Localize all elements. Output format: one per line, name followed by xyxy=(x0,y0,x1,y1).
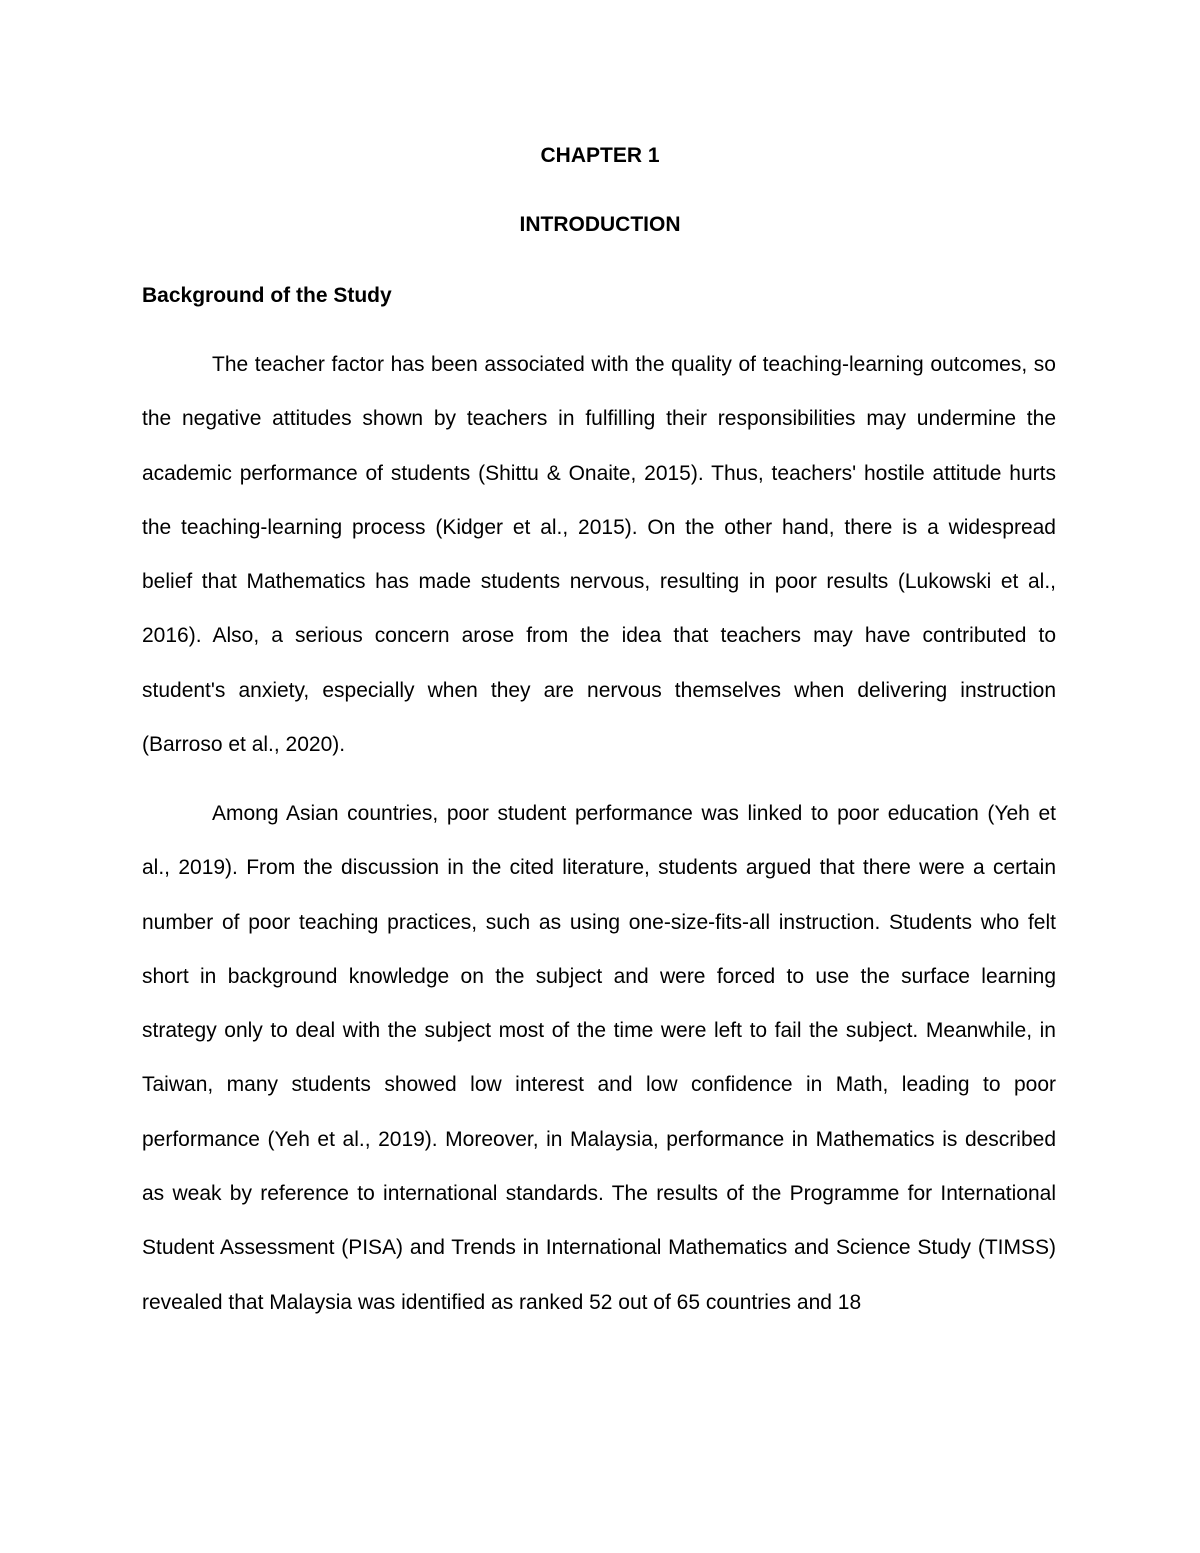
chapter-title: INTRODUCTION xyxy=(519,213,681,236)
section-heading: Background of the Study xyxy=(142,284,392,307)
paragraph: The teacher factor has been associated with the quality of teaching-learning outcomes, so the negative attitudes shown by teachers in fulfilling their responsibilities may undermine the academic performance of students (Shittu & Onaite, 2015). Thus, teachers' hostile attitude hurts the teaching-learning process (Kidger et al., 2015). On the other hand, there is a widespread belief that Mathematics has made students nervous, resulting in poor results (Lukowski et al., 2016). Also, a serious concern arose from the idea that teachers may have contributed to student's anxiety, especially when they are nervous themselves when delivering instruction (Barroso et al., 2020). xyxy=(142,353,1056,757)
paragraph: Among Asian countries, poor student performance was linked to poor education (Yeh et al., 2019). From the discussion in the cited literature, students argued that there were a certain number of poor teaching practices, such as using one-size-fits-all instruction. Students who felt short in background knowledge on the subject and were forced to use the surface learning strategy only to deal with the subject most of the time were left to fail the subject. Meanwhile, in Taiwan, many students showed low interest and low confidence in Math, leading to poor performance (Yeh et al., 2019). Moreover, in Malaysia, performance in Mathematics is described as weak by reference to international standards. The results of the Programme for International Student Assessment (PISA) and Trends in International Mathematics and Science Study (TIMSS) revealed that Malaysia was identified as ranked 52 out of 65 countries and 18 xyxy=(142,802,1056,1314)
chapter-label: CHAPTER 1 xyxy=(540,144,660,167)
